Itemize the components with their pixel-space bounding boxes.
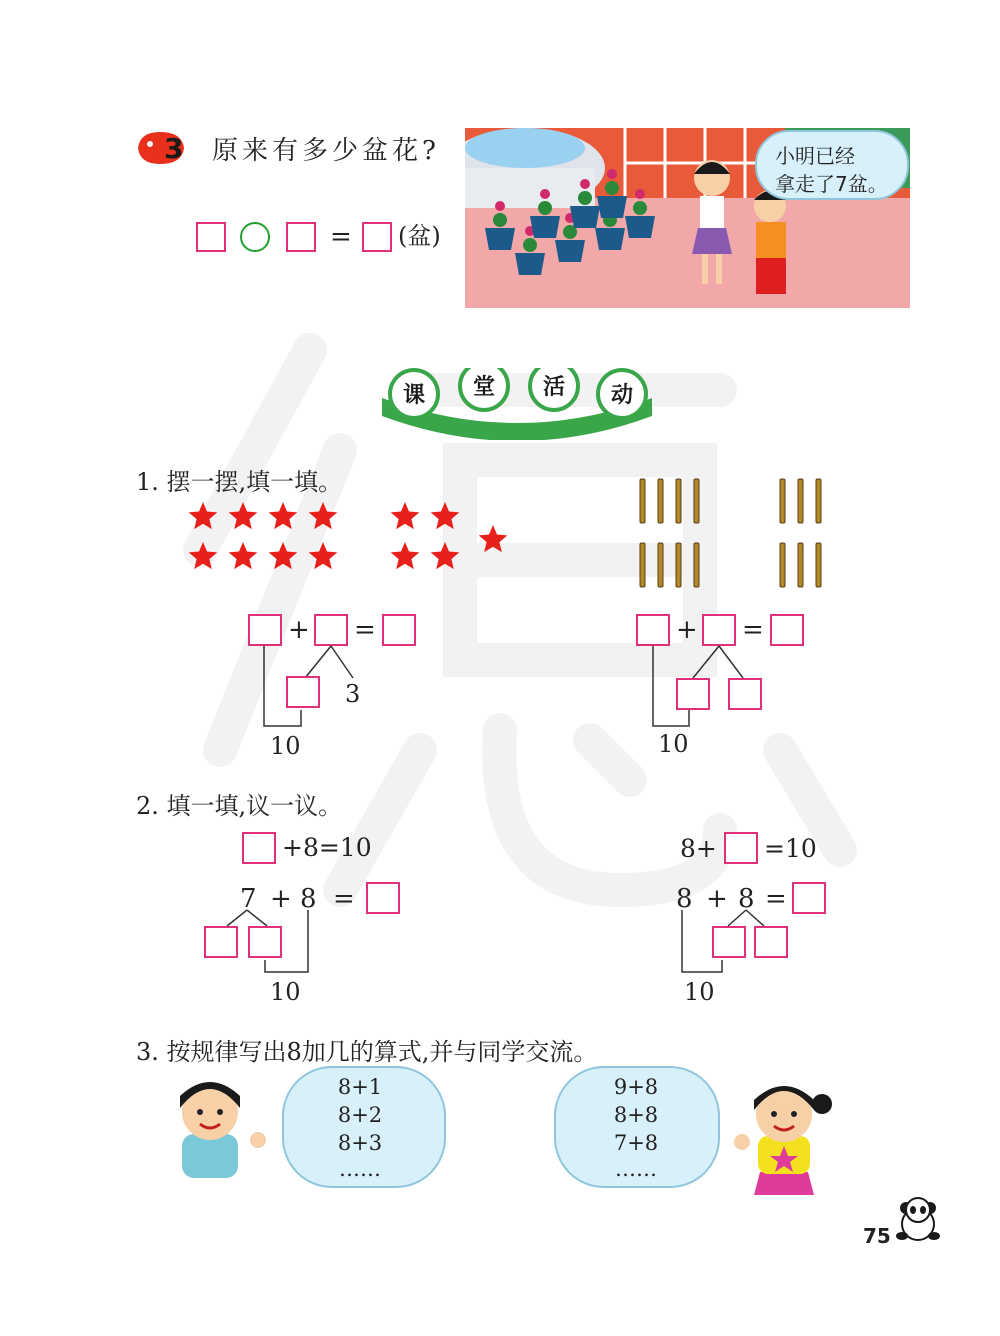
equals-sign: = <box>333 884 355 914</box>
problem3-question: 原来有多少盆花? <box>212 136 440 166</box>
sum-label: 10 <box>270 732 301 760</box>
star-icon <box>269 542 298 569</box>
stick <box>780 479 785 523</box>
star-icon <box>269 502 298 529</box>
answer-box[interactable] <box>382 614 416 646</box>
stick <box>694 543 699 587</box>
star-icon <box>189 502 218 529</box>
banner-char: 活 <box>542 375 566 400</box>
equation-text: =10 <box>764 834 817 863</box>
answer-box[interactable] <box>792 882 826 914</box>
star-icon <box>309 502 338 529</box>
star-icon <box>431 542 460 569</box>
stick <box>816 543 821 587</box>
panda-icon <box>892 1194 944 1244</box>
answer-box[interactable] <box>728 678 762 710</box>
banner-char: 课 <box>402 383 426 408</box>
boy-illustration <box>160 1078 270 1178</box>
star-icon <box>229 542 258 569</box>
section3-heading: 3. 按规律写出8加几的算式,并与同学交流。 <box>136 1038 598 1066</box>
equals-sign: = <box>742 615 764 645</box>
sum-label: 10 <box>270 978 301 1006</box>
stick <box>640 543 645 587</box>
stick <box>640 479 645 523</box>
star-icon <box>391 502 420 529</box>
star-icon <box>229 502 258 529</box>
equals-sign: = <box>330 222 352 252</box>
answer-box[interactable] <box>636 614 670 646</box>
stick <box>658 543 663 587</box>
plus-sign: + <box>706 884 728 914</box>
stick-bundles <box>630 475 840 590</box>
answer-box[interactable] <box>702 614 736 646</box>
answer-box[interactable] <box>248 614 282 646</box>
stick <box>798 479 803 523</box>
stick <box>694 479 699 523</box>
cloud-line: 8+1 <box>337 1075 383 1099</box>
speech-line: 小明已经 <box>775 144 855 168</box>
operand: 8 <box>738 884 755 914</box>
cloud-line: …… <box>615 1157 657 1181</box>
plus-sign: + <box>288 615 310 645</box>
star-icon <box>189 542 218 569</box>
operand: 8 <box>676 884 693 914</box>
banner-char: 动 <box>610 383 634 408</box>
stick <box>676 543 681 587</box>
speech-bubble <box>755 130 909 200</box>
section1-heading: 1. 摆一摆,填一填。 <box>136 468 343 496</box>
answer-box[interactable] <box>676 678 710 710</box>
star-icon <box>309 542 338 569</box>
star-icon <box>431 502 460 529</box>
answer-box[interactable] <box>712 926 746 958</box>
stick <box>798 543 803 587</box>
answer-box[interactable] <box>248 926 282 958</box>
speech-line: 拿走了7盆。 <box>775 172 888 196</box>
answer-box[interactable] <box>366 882 400 914</box>
stick <box>780 543 785 587</box>
sum-label: 10 <box>684 978 715 1006</box>
cloud-line: …… <box>339 1157 381 1181</box>
plus-sign: + <box>676 615 698 645</box>
equals-sign: = <box>354 615 376 645</box>
banner-char: 堂 <box>472 375 496 400</box>
answer-box[interactable] <box>196 222 226 252</box>
sum-label: 10 <box>658 730 689 758</box>
answer-box[interactable] <box>724 832 758 864</box>
answer-box[interactable] <box>314 614 348 646</box>
cloud-line: 7+8 <box>613 1131 659 1155</box>
star-icon <box>479 525 508 552</box>
equals-sign: = <box>765 884 787 914</box>
badge-icon <box>130 128 190 168</box>
operator-circle[interactable] <box>240 222 270 252</box>
stick <box>676 479 681 523</box>
activity-banner <box>382 368 652 440</box>
answer-box[interactable] <box>770 614 804 646</box>
page-number: 75 <box>863 1224 891 1248</box>
problem-badge <box>130 128 190 168</box>
operand: 8 <box>300 884 317 914</box>
answer-box[interactable] <box>204 926 238 958</box>
equation-text: 8+ <box>680 834 717 863</box>
star-icon <box>391 542 420 569</box>
equation-text: +8=10 <box>282 833 372 862</box>
cloud-line: 9+8 <box>613 1075 659 1099</box>
answer-box[interactable] <box>242 832 276 864</box>
answer-box[interactable] <box>362 222 392 252</box>
cloud-line: 8+2 <box>337 1103 383 1127</box>
answer-box[interactable] <box>286 222 316 252</box>
stick <box>816 479 821 523</box>
cloud-line: 8+3 <box>337 1131 383 1155</box>
section2-heading: 2. 填一填,议一议。 <box>136 792 343 820</box>
unit-label: (盆) <box>398 222 441 250</box>
split-label: 3 <box>345 680 361 708</box>
star-group <box>185 500 515 580</box>
stick <box>658 479 663 523</box>
badge-number: 3 <box>164 132 184 165</box>
cloud-line: 8+8 <box>613 1103 659 1127</box>
girl-illustration <box>730 1080 840 1195</box>
operand: 7 <box>240 884 257 914</box>
plus-sign: + <box>270 884 292 914</box>
answer-box[interactable] <box>286 676 320 708</box>
answer-box[interactable] <box>754 926 788 958</box>
